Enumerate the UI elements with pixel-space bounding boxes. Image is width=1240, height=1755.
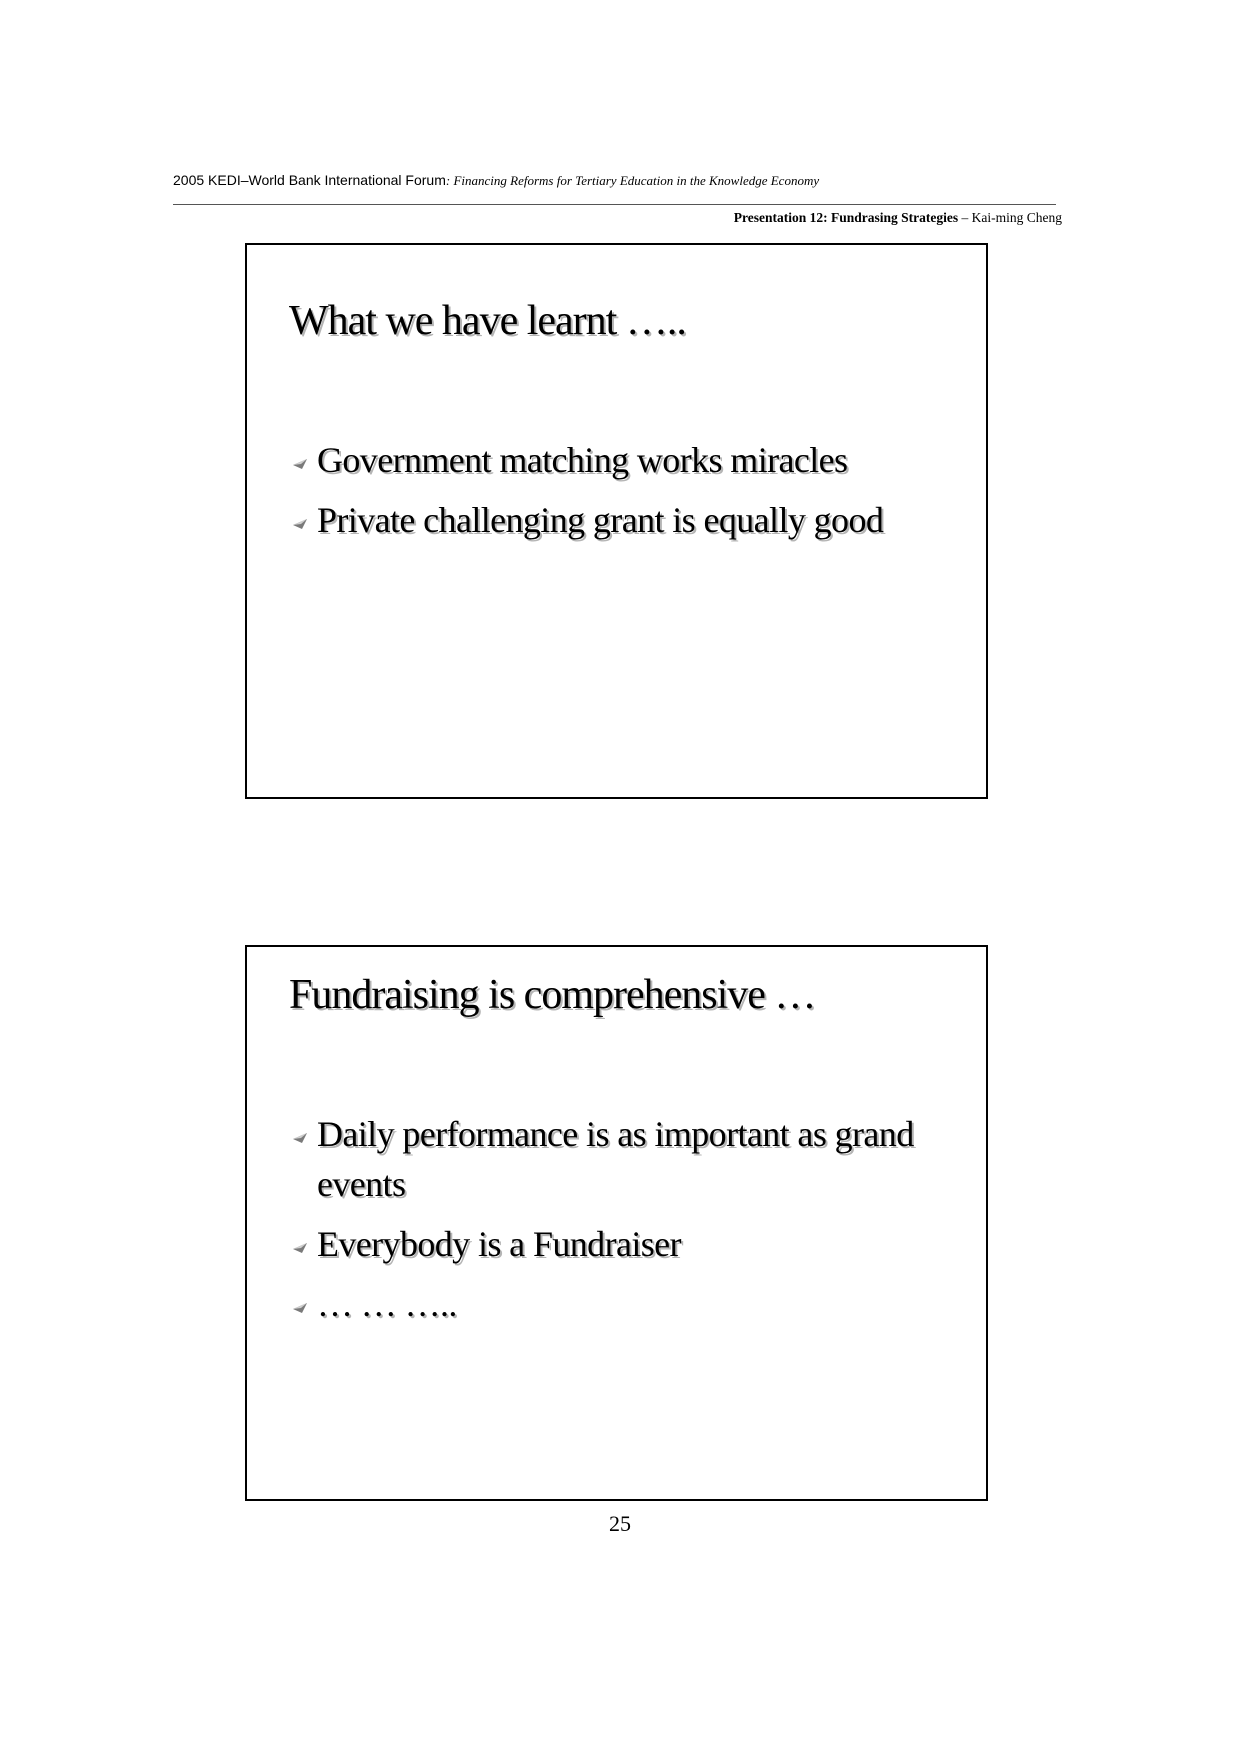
arrow-bullet-icon <box>293 518 311 530</box>
presentation-author: Kai-ming Cheng <box>971 210 1062 225</box>
presentation-title: Presentation 12: Fundrasing Strategies <box>733 210 959 225</box>
bullet-item <box>289 495 949 545</box>
document-header <box>173 172 819 189</box>
bullet-text: … … ….. <box>317 1284 457 1324</box>
bullet-item <box>289 435 949 485</box>
arrow-bullet-icon <box>293 1242 311 1254</box>
header-separator: – <box>958 210 972 225</box>
bullet-item <box>289 1279 949 1329</box>
bullet-item <box>289 1109 949 1209</box>
bullet-list <box>289 435 949 555</box>
forum-subtitle: : Financing Reforms for Tertiary Education in the Knowledge Economy <box>445 173 820 188</box>
arrow-bullet-icon <box>293 1132 311 1144</box>
bullet-text: Everybody is a Fundraiser <box>317 1224 681 1264</box>
header-divider <box>173 204 1056 205</box>
page-number: 25 <box>609 1511 631 1536</box>
bullet-text: Daily performance is as important as grand events <box>317 1114 914 1204</box>
bullet-text: Private challenging grant is equally good <box>317 500 884 540</box>
bullet-text: Government matching works miracles <box>317 440 848 480</box>
slide-title: What we have learnt ….. <box>289 298 686 344</box>
bullet-list <box>289 1109 949 1339</box>
slide-title: Fundraising is comprehensive … <box>289 972 816 1018</box>
slide-1 <box>245 243 988 799</box>
arrow-bullet-icon <box>293 458 311 470</box>
slide-2 <box>245 945 988 1501</box>
presentation-header <box>734 210 1062 226</box>
forum-name: 2005 KEDI–World Bank International Forum <box>173 172 446 188</box>
bullet-item <box>289 1219 949 1269</box>
arrow-bullet-icon <box>293 1302 311 1314</box>
